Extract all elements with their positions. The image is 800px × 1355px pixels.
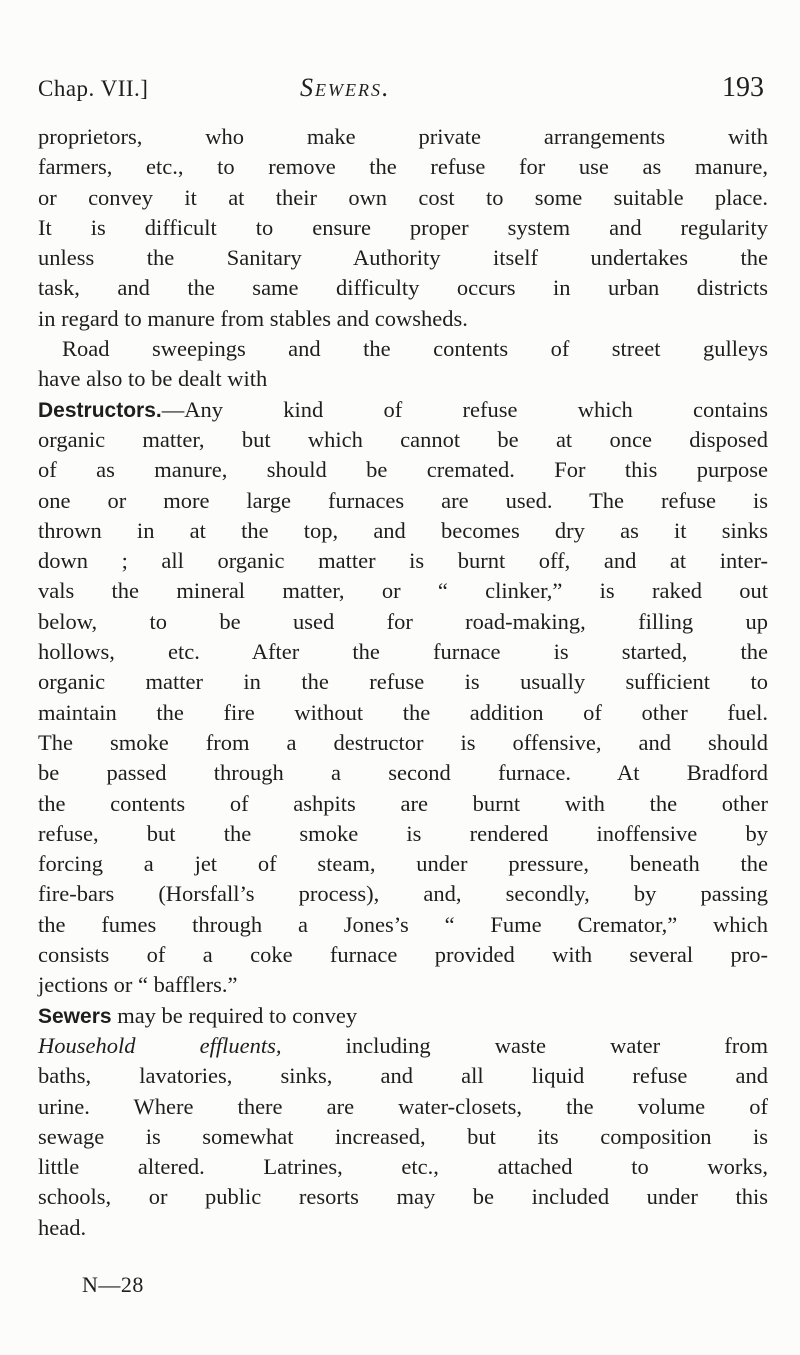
signature-mark: N—28 [82, 1272, 144, 1297]
text-line: the contents of ashpits are burnt with the other [38, 790, 768, 816]
page-number: 193 [722, 72, 764, 103]
text-line: little altered. Latrines, etc., attached to works, [38, 1154, 768, 1180]
text-line: have also to be dealt with [38, 366, 268, 392]
text-line: task, and the same difficulty occurs in urban districts [38, 275, 768, 301]
text-line: head. [38, 1214, 87, 1240]
text-line: below, to be used for road-making, filling up [38, 608, 768, 634]
sewers-second-line [38, 1031, 768, 1061]
text-line: thrown in at the top, and becomes dry as it sinks [38, 517, 768, 543]
sewers-italic-term: Household effluents, [38, 1032, 282, 1058]
text-line: unless the Sanitary Authority itself undertakes the [38, 245, 768, 271]
text-line: fire-bars (Horsfall’s process), and, secondly, by passing [38, 881, 768, 907]
destructors-first-line [38, 395, 768, 425]
destructors-heading: Destructors. [38, 398, 162, 422]
sewers-second-line-rest: including waste water from [281, 1032, 768, 1058]
text-line: farmers, etc., to remove the refuse for use as manure, [38, 154, 768, 180]
text-line: one or more large furnaces are used. The refuse is [38, 487, 768, 513]
text-line: hollows, etc. After the furnace is started, the [38, 639, 768, 665]
page-title: Sewers. [300, 73, 391, 102]
text-line: schools, or public resorts may be included under this [38, 1184, 768, 1210]
text-line: baths, lavatories, sinks, and all liquid refuse and [38, 1063, 768, 1089]
sewers-heading: Sewers [38, 1004, 112, 1028]
text-line: urine. Where there are water-closets, the volume of [38, 1093, 768, 1119]
sewers-intro: may be required to convey [111, 1002, 358, 1028]
running-head [38, 72, 764, 108]
text-line: organic matter, but which cannot be at once disposed [38, 426, 768, 452]
text-line: forcing a jet of steam, under pressure, beneath the [38, 851, 768, 877]
text-line: maintain the fire without the addition of other fuel. [38, 699, 768, 725]
text-line: the fumes through a Jones’s “ Fume Cremator,” which [38, 911, 768, 937]
body-text [38, 122, 768, 1243]
text-line: organic matter in the refuse is usually sufficient to [38, 669, 768, 695]
text-line: proprietors, who make private arrangements with [38, 124, 768, 149]
text-line: consists of a coke furnace provided with several pro- [38, 942, 768, 968]
destructors-intro: —Any kind of refuse which contains [161, 396, 768, 422]
text-line: refuse, but the smoke is rendered inoffensive by [38, 820, 768, 846]
text-line: sewage is somewhat increased, but its composition is [38, 1123, 768, 1149]
text-line: down ; all organic matter is burnt off, and at inter- [38, 548, 768, 574]
text-line: vals the mineral matter, or “ clinker,” is raked out [38, 578, 768, 604]
text-line: be passed through a second furnace. At Bradford [38, 760, 768, 786]
sewers-first-line [38, 1001, 768, 1031]
text-line: of as manure, should be cremated. For this purpose [38, 457, 768, 483]
text-line: in regard to manure from stables and cowsheds. [38, 305, 468, 331]
text-line: It is difficult to ensure proper system and regularity [38, 214, 768, 240]
text-line: Road sweepings and the contents of street gulleys [62, 336, 768, 362]
chapter-label: Chap. VII.] [38, 76, 149, 101]
text-line: jections or “ bafflers.” [38, 972, 238, 998]
text-line: or convey it at their own cost to some suitable place. [38, 184, 768, 210]
text-line: The smoke from a destructor is offensive, and should [38, 729, 768, 755]
